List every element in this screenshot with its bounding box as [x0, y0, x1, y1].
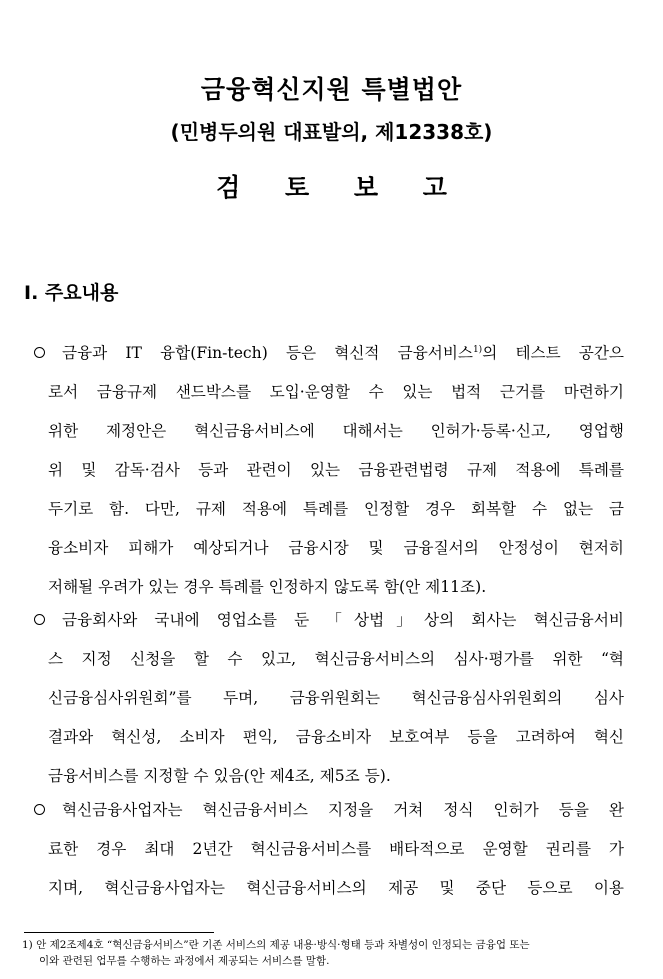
footnote	[22, 937, 632, 969]
paragraph-text: 금융회사와 국내에 영업소를 둔 「상법」상의 회사는 혁신금융서비	[62, 611, 624, 629]
paragraph-line: 융소비자 피해가 예상되거나 금융시장 및 금융질서의 안정성이 현저히	[48, 539, 624, 557]
document-title: 금융혁신지원 특별법안	[200, 75, 463, 104]
paragraph-line	[34, 334, 624, 373]
paragraph-3	[34, 791, 624, 908]
paragraph-1	[34, 334, 624, 607]
paragraph-text: 의 테스트 공간으	[482, 344, 624, 362]
footnote-line: 이와 관련된 업무를 수행하는 과정에서 제공되는 서비스를 말함.	[39, 955, 330, 967]
circle-bullet-icon	[34, 347, 45, 358]
paragraph-line	[34, 791, 624, 830]
document-type: 검 토 보 고	[216, 173, 465, 202]
paragraph-line: 저해될 우려가 있는 경우 특례를 인정하지 않도록 함(안 제11조).	[48, 578, 487, 596]
paragraph-text: 금융과 IT 융합(Fin-tech) 등은 혁신적 금융서비스	[62, 344, 473, 362]
paragraph-line: 위한 제정안은 혁신금융서비스에 대해서는 인허가·등록·신고, 영업행	[48, 422, 624, 440]
footnote-line: 1) 안 제2조제4호 “혁신금융서비스”란 기존 서비스의 제공 내용·방식·형태 등과 차별성이 인정되는 금융업 또는	[22, 939, 530, 951]
paragraph-line: 금융서비스를 지정할 수 있음(안 제4조, 제5조 등).	[48, 767, 391, 785]
footnote-divider	[24, 932, 214, 933]
paragraph-line	[34, 601, 624, 640]
paragraph-line: 료한 경우 최대 2년간 혁신금융서비스를 배타적으로 운영할 권리를 가	[48, 840, 624, 858]
paragraph-line: 두기로 함. 다만, 규제 적용에 특례를 인정할 경우 회복할 수 없는 금	[48, 500, 624, 518]
footnote-ref[interactable]: 1)	[472, 344, 483, 355]
paragraph-line: 결과와 혁신성, 소비자 편익, 금융소비자 보호여부 등을 고려하여 혁신	[48, 728, 624, 746]
paragraph-line: 로서 금융규제 샌드박스를 도입·운영할 수 있는 법적 근거를 마련하기	[48, 383, 624, 401]
circle-bullet-icon	[34, 804, 45, 815]
document-subtitle: (민병두의원 대표발의, 제12338호)	[170, 120, 493, 144]
paragraph-line: 신금융심사위원회”를 두며, 금융위원회는 혁신금융심사위원회의 심사	[48, 689, 624, 707]
section-heading: Ⅰ. 주요내용	[24, 282, 119, 304]
paragraph-line: 스 지정 신청을 할 수 있고, 혁신금융서비스의 심사·평가를 위한 “혁	[48, 650, 624, 668]
circle-bullet-icon	[34, 614, 45, 625]
paragraph-text: 혁신금융사업자는 혁신금융서비스 지정을 거쳐 정식 인허가 등을 완	[62, 801, 624, 819]
paragraph-line: 지며, 혁신금융사업자는 혁신금융서비스의 제공 및 중단 등으로 이용	[48, 879, 624, 897]
paragraph-line: 위 및 감독·검사 등과 관련이 있는 금융관련법령 규제 적용에 특례를	[48, 461, 624, 479]
paragraph-2	[34, 601, 624, 796]
